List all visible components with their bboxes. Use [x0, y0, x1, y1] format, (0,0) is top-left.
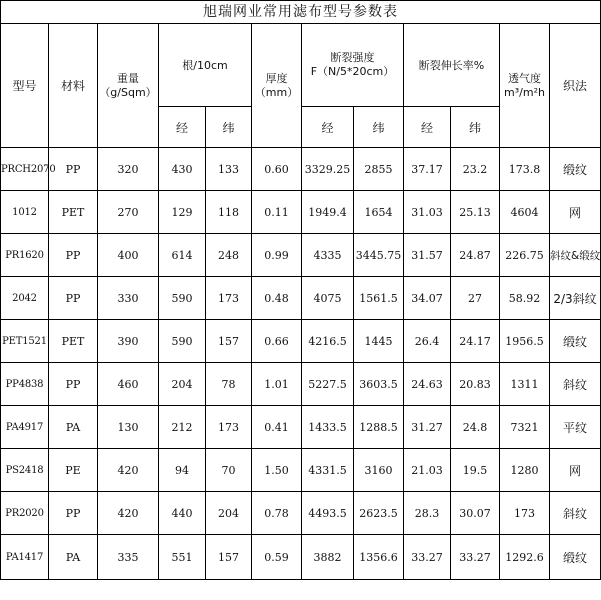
cell-strength-weft: 1445: [354, 320, 404, 363]
header-threads: 根/10cm: [159, 24, 252, 107]
cell-weave: 斜纹: [550, 363, 601, 406]
cell-strength-warp: 4216.5: [302, 320, 354, 363]
header-weight-unit: （g/Sqm）: [99, 85, 157, 99]
table-row: [1, 234, 601, 277]
cell-model: PA1417: [1, 535, 49, 580]
cell-thickness: 0.78: [252, 492, 302, 535]
cell-strength-weft: 1288.5: [354, 406, 404, 449]
header-permeability-label: 透气度: [508, 71, 541, 85]
header-weight: [98, 24, 159, 148]
cell-model: PS2418: [1, 449, 49, 492]
cell-material: PE: [49, 449, 98, 492]
table-row: [1, 363, 601, 406]
cell-thickness: 0.99: [252, 234, 302, 277]
cell-elong-weft: 27: [451, 277, 500, 320]
cell-material: PP: [49, 148, 98, 191]
header-strength-weft: 纬: [354, 107, 404, 148]
cell-thickness: 0.11: [252, 191, 302, 234]
cell-model: PRCH2070: [1, 148, 49, 191]
cell-material: PP: [49, 277, 98, 320]
cell-elong-weft: 25.13: [451, 191, 500, 234]
cell-permeability: 1956.5: [500, 320, 550, 363]
cell-warp-count: 212: [159, 406, 206, 449]
cell-weft-count: 118: [206, 191, 252, 234]
cell-permeability: 173: [500, 492, 550, 535]
table-row: [1, 406, 601, 449]
cell-weight: 420: [98, 449, 159, 492]
cell-weft-count: 78: [206, 363, 252, 406]
cell-strength-weft: 1356.6: [354, 535, 404, 580]
cell-weight: 390: [98, 320, 159, 363]
cell-permeability: 226.75: [500, 234, 550, 277]
cell-weft-count: 157: [206, 320, 252, 363]
cell-permeability: 4604: [500, 191, 550, 234]
cell-warp-count: 94: [159, 449, 206, 492]
table-row: [1, 492, 601, 535]
header-strength: [302, 24, 404, 107]
cell-strength-warp: 4493.5: [302, 492, 354, 535]
cell-strength-weft: 3445.75: [354, 234, 404, 277]
cell-strength-warp: 4335: [302, 234, 354, 277]
cell-material: PET: [49, 320, 98, 363]
cell-model: PR2020: [1, 492, 49, 535]
cell-thickness: 0.60: [252, 148, 302, 191]
table-row: [1, 277, 601, 320]
cell-warp-count: 129: [159, 191, 206, 234]
cell-elong-weft: 19.5: [451, 449, 500, 492]
cell-material: PP: [49, 363, 98, 406]
header-weight-label: 重量: [117, 71, 139, 85]
cell-weave: 缎纹: [550, 320, 601, 363]
cell-weave: 2/3斜纹: [550, 277, 601, 320]
cell-elong-weft: 24.17: [451, 320, 500, 363]
header-elongation-warp: 经: [404, 107, 451, 148]
cell-elong-warp: 21.03: [404, 449, 451, 492]
header-thickness-label: 厚度: [265, 71, 288, 85]
cell-elong-weft: 33.27: [451, 535, 500, 580]
cell-material: PP: [49, 234, 98, 277]
table-row: [1, 320, 601, 363]
cell-weft-count: 204: [206, 492, 252, 535]
cell-strength-weft: 3160: [354, 449, 404, 492]
cell-elong-warp: 24.63: [404, 363, 451, 406]
cell-weft-count: 173: [206, 277, 252, 320]
cell-weave: 斜纹: [550, 492, 601, 535]
cell-warp-count: 440: [159, 492, 206, 535]
cell-weave: 网: [550, 449, 601, 492]
cell-weight: 130: [98, 406, 159, 449]
cell-permeability: 1292.6: [500, 535, 550, 580]
cell-model: PET1521: [1, 320, 49, 363]
cell-weft-count: 133: [206, 148, 252, 191]
cell-strength-warp: 3882: [302, 535, 354, 580]
cell-permeability: 58.92: [500, 277, 550, 320]
cell-warp-count: 204: [159, 363, 206, 406]
table-row: [1, 148, 601, 191]
table-title: 旭瑞网业常用滤布型号参数表: [1, 1, 601, 24]
cell-permeability: 7321: [500, 406, 550, 449]
cell-model: 1012: [1, 191, 49, 234]
cell-elong-warp: 31.03: [404, 191, 451, 234]
cell-weave: 缎纹: [550, 148, 601, 191]
cell-strength-warp: 5227.5: [302, 363, 354, 406]
cell-warp-count: 614: [159, 234, 206, 277]
header-weave: 织法: [550, 24, 601, 148]
cell-strength-warp: 4075: [302, 277, 354, 320]
cell-warp-count: 590: [159, 277, 206, 320]
table-row: [1, 535, 601, 580]
cell-weight: 330: [98, 277, 159, 320]
cell-strength-warp: 1949.4: [302, 191, 354, 234]
cell-weft-count: 248: [206, 234, 252, 277]
cell-model: PA4917: [1, 406, 49, 449]
cell-warp-count: 430: [159, 148, 206, 191]
cell-weft-count: 157: [206, 535, 252, 580]
cell-strength-weft: 1561.5: [354, 277, 404, 320]
cell-strength-warp: 4331.5: [302, 449, 354, 492]
table-row: [1, 449, 601, 492]
cell-strength-warp: 3329.25: [302, 148, 354, 191]
cell-weight: 460: [98, 363, 159, 406]
cell-thickness: 0.66: [252, 320, 302, 363]
cell-weight: 270: [98, 191, 159, 234]
header-thickness-unit: （mm）: [254, 85, 299, 99]
cell-weight: 400: [98, 234, 159, 277]
cell-weft-count: 70: [206, 449, 252, 492]
cell-model: PR1620: [1, 234, 49, 277]
cell-material: PP: [49, 492, 98, 535]
cell-permeability: 1311: [500, 363, 550, 406]
cell-thickness: 0.48: [252, 277, 302, 320]
cell-weave: 平纹: [550, 406, 601, 449]
header-strength-unit: F（N/5*20cm）: [310, 65, 395, 78]
cell-weight: 420: [98, 492, 159, 535]
cell-thickness: 1.50: [252, 449, 302, 492]
cell-strength-weft: 2855: [354, 148, 404, 191]
cell-elong-weft: 30.07: [451, 492, 500, 535]
header-permeability-unit: m³/m²h: [504, 85, 545, 99]
cell-weight: 320: [98, 148, 159, 191]
cell-weft-count: 173: [206, 406, 252, 449]
cell-weave: 网: [550, 191, 601, 234]
cell-permeability: 1280: [500, 449, 550, 492]
header-material: 材料: [49, 24, 98, 148]
cell-weave: 斜纹&缎纹: [550, 234, 601, 277]
cell-material: PA: [49, 406, 98, 449]
cell-elong-warp: 31.27: [404, 406, 451, 449]
header-threads-warp: 经: [159, 107, 206, 148]
cell-elong-weft: 23.2: [451, 148, 500, 191]
cell-strength-weft: 3603.5: [354, 363, 404, 406]
cell-elong-warp: 31.57: [404, 234, 451, 277]
cell-elong-warp: 26.4: [404, 320, 451, 363]
header-strength-warp: 经: [302, 107, 354, 148]
cell-elong-weft: 20.83: [451, 363, 500, 406]
header-elongation: 断裂伸长率%: [404, 24, 500, 107]
header-threads-weft: 纬: [206, 107, 252, 148]
header-model: 型号: [1, 24, 49, 148]
cell-strength-weft: 1654: [354, 191, 404, 234]
cell-thickness: 0.41: [252, 406, 302, 449]
cell-elong-warp: 28.3: [404, 492, 451, 535]
cell-thickness: 1.01: [252, 363, 302, 406]
header-strength-label: 断裂强度: [330, 51, 375, 64]
cell-material: PET: [49, 191, 98, 234]
cell-model: 2042: [1, 277, 49, 320]
cell-weave: 缎纹: [550, 535, 601, 580]
cell-elong-warp: 34.07: [404, 277, 451, 320]
header-thickness: [252, 24, 302, 148]
header-permeability: [500, 24, 550, 148]
cell-elong-weft: 24.87: [451, 234, 500, 277]
cell-warp-count: 590: [159, 320, 206, 363]
cell-warp-count: 551: [159, 535, 206, 580]
cell-material: PA: [49, 535, 98, 580]
cell-weight: 335: [98, 535, 159, 580]
cell-permeability: 173.8: [500, 148, 550, 191]
table-row: [1, 191, 601, 234]
cell-thickness: 0.59: [252, 535, 302, 580]
cell-elong-warp: 33.27: [404, 535, 451, 580]
header-elongation-weft: 纬: [451, 107, 500, 148]
cell-strength-weft: 2623.5: [354, 492, 404, 535]
cell-elong-weft: 24.8: [451, 406, 500, 449]
cell-strength-warp: 1433.5: [302, 406, 354, 449]
cell-model: PP4838: [1, 363, 49, 406]
cell-elong-warp: 37.17: [404, 148, 451, 191]
